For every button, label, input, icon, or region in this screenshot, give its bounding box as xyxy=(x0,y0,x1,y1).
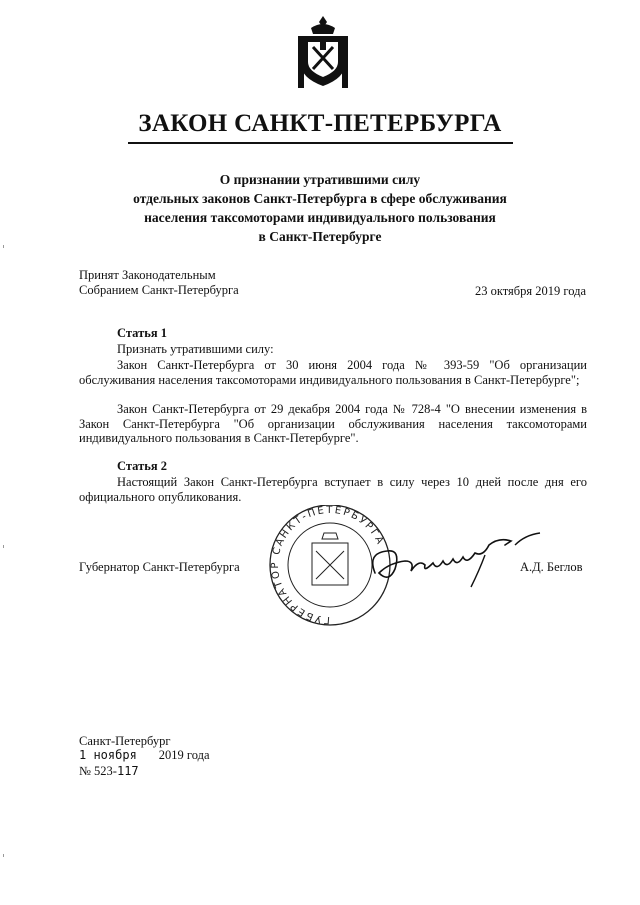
article-1-heading: Статья 1 xyxy=(117,326,167,340)
subject-line: О признании утратившими силу xyxy=(219,172,421,187)
adopted-date: 23 октября 2019 года xyxy=(474,284,586,298)
article-1-item-1: Закон Санкт-Петербурга от 30 июня 2004 года № 393-59 "Об организации обслуживания населения таксомоторами индивидуального пользования в Санкт-Петербурге"; xyxy=(79,358,587,387)
article-1-item-2: Закон Санкт-Петербурга от 29 декабря 2004 года № 728-4 "О внесении изменения в Закон Санкт-Петербурга "Об организации обслуживания населения таксомоторами индивидуального пользования в Санкт-Петербурге". xyxy=(79,402,587,445)
adopted-line: Принят Законодательным xyxy=(79,268,216,282)
subject-line: населения таксомоторами индивидуального пользования xyxy=(144,210,496,225)
governor-title: Губернатор Санкт-Петербурга xyxy=(79,560,240,574)
signing-date xyxy=(79,748,210,763)
signing-date-year: 2019 года xyxy=(158,748,210,762)
margin-mark xyxy=(3,854,4,857)
article-1-intro: Признать утратившими силу: xyxy=(117,342,274,356)
governor-name: А.Д. Беглов xyxy=(520,560,583,574)
title-underline xyxy=(128,142,513,144)
coat-of-arms-emblem xyxy=(296,14,350,94)
law-number-handwritten: 117 xyxy=(116,764,139,778)
subject-line: отдельных законов Санкт-Петербурга в сфере обслуживания xyxy=(133,191,507,206)
margin-mark xyxy=(3,245,4,248)
law-subject xyxy=(0,170,640,246)
adopted-by xyxy=(79,268,239,298)
signing-place: Санкт-Петербург xyxy=(79,734,171,748)
subject-line: в Санкт-Петербурге xyxy=(258,229,382,244)
law-title: ЗАКОН САНКТ-ПЕТЕРБУРГА xyxy=(138,110,502,137)
adopted-line: Собранием Санкт-Петербурга xyxy=(79,283,239,297)
seal-text: ГУБЕРНАТОР САНКТ-ПЕТЕРБУРГА xyxy=(270,505,386,626)
margin-mark xyxy=(3,545,4,548)
article-2-text: Настоящий Закон Санкт-Петербурга вступает в силу через 10 дней после дня его официального опубликования. xyxy=(79,475,587,504)
article-2-heading: Статья 2 xyxy=(117,459,167,473)
law-number-prefix: № 523- xyxy=(79,764,117,778)
law-number xyxy=(79,764,139,779)
signing-date-handwritten: 1 ноября xyxy=(79,748,137,762)
